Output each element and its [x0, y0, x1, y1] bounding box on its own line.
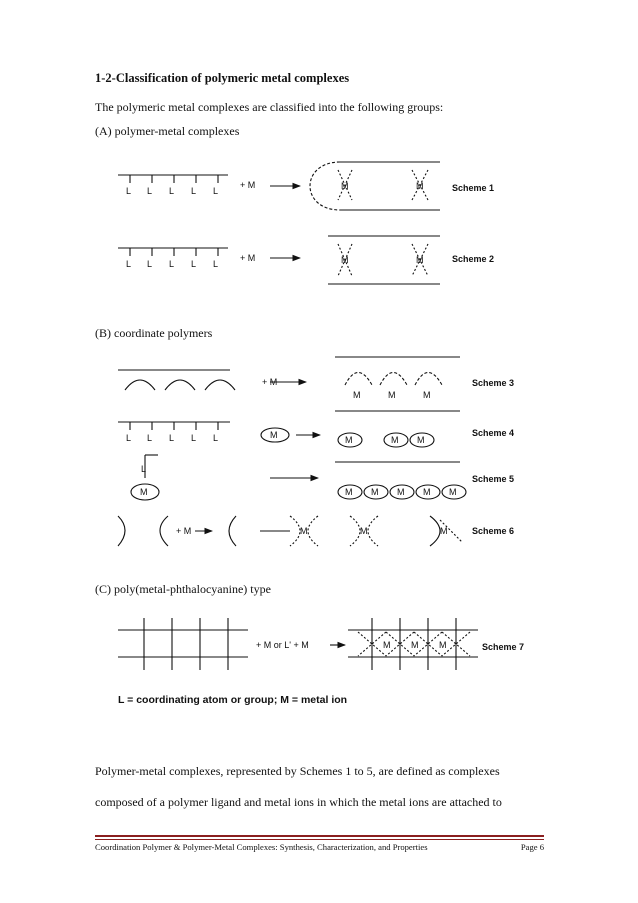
svg-text:+ M: + M — [176, 526, 192, 536]
svg-text:L: L — [169, 186, 175, 196]
footer-rule-thin — [95, 839, 544, 840]
svg-text:M: M — [440, 526, 448, 536]
svg-text:M: M — [388, 390, 396, 400]
svg-text:M: M — [270, 430, 278, 440]
svg-text:M: M — [371, 487, 379, 497]
scheme-6-label: Scheme 6 — [472, 526, 515, 536]
svg-text:M: M — [411, 640, 419, 650]
svg-text:L: L — [213, 186, 219, 196]
scheme-5-diagram — [131, 455, 466, 500]
svg-text:L: L — [141, 464, 147, 474]
svg-text:L: L — [147, 433, 153, 443]
section-heading: 1-2-Classification of polymeric metal complexes — [95, 71, 350, 85]
svg-text:L: L — [147, 186, 153, 196]
svg-text:M: M — [300, 526, 308, 536]
scheme-5-label: Scheme 5 — [472, 474, 515, 484]
group-a-label: (A) polymer-metal complexes — [95, 124, 240, 138]
svg-text:M: M — [416, 255, 424, 265]
scheme-1-diagram — [118, 162, 440, 210]
body-line-2: composed of a polymer ligand and metal ions in which the metal ions are attached to — [95, 795, 502, 809]
svg-text:M: M — [423, 390, 431, 400]
svg-text:M: M — [439, 640, 447, 650]
svg-text:L: L — [191, 433, 197, 443]
svg-text:L: L — [126, 433, 132, 443]
scheme-3-label: Scheme 3 — [472, 378, 515, 388]
group-b-label: (B) coordinate polymers — [95, 326, 213, 340]
scheme-2-label: Scheme 2 — [452, 254, 495, 264]
scheme1-plus-m: + M — [240, 180, 256, 190]
body-line-1: Polymer-metal complexes, represented by Schemes 1 to 5, are defined as complexes — [95, 764, 500, 778]
scheme-2-diagram — [118, 236, 440, 284]
svg-text:+ M: + M — [262, 377, 278, 387]
svg-text:M: M — [417, 435, 425, 445]
svg-text:M: M — [449, 487, 457, 497]
svg-text:M: M — [423, 487, 431, 497]
scheme-3-diagram — [118, 357, 460, 390]
svg-text:L: L — [191, 259, 197, 269]
svg-text:L: L — [126, 259, 132, 269]
svg-text:L: L — [213, 433, 219, 443]
scheme-4-label: Scheme 4 — [472, 428, 515, 438]
svg-text:M: M — [416, 181, 424, 191]
intro-line: The polymeric metal complexes are classified into the following groups: — [95, 100, 444, 114]
svg-text:L: L — [191, 186, 197, 196]
svg-text:L: L — [169, 433, 175, 443]
footer-title: Coordination Polymer & Polymer-Metal Complexes: Synthesis, Characterization, and Properties — [95, 842, 428, 852]
footer-rule — [95, 835, 544, 837]
svg-text:M: M — [391, 435, 399, 445]
scheme-7-label: Scheme 7 — [482, 642, 525, 652]
legend-text: L = coordinating atom or group; M = metal ion — [118, 694, 348, 706]
svg-text:M: M — [397, 487, 405, 497]
scheme-6-diagram — [118, 516, 462, 546]
svg-text:M: M — [383, 640, 391, 650]
svg-text:M: M — [360, 526, 368, 536]
svg-text:L: L — [213, 259, 219, 269]
scheme7-reagents: + M or L' + M — [256, 640, 309, 650]
group-c-label: (C) poly(metal-phthalocyanine) type — [95, 582, 271, 596]
svg-text:L: L — [147, 259, 153, 269]
svg-text:M: M — [345, 487, 353, 497]
scheme-1-label: Scheme 1 — [452, 183, 495, 193]
svg-text:M: M — [140, 487, 148, 497]
svg-text:L: L — [169, 259, 175, 269]
svg-text:M: M — [341, 255, 349, 265]
svg-text:M: M — [353, 390, 361, 400]
scheme1-ligands: L — [126, 186, 132, 196]
svg-text:+ M: + M — [240, 253, 256, 263]
svg-text:M: M — [345, 435, 353, 445]
svg-text:M: M — [341, 181, 349, 191]
footer-page-number: Page 6 — [520, 842, 544, 852]
